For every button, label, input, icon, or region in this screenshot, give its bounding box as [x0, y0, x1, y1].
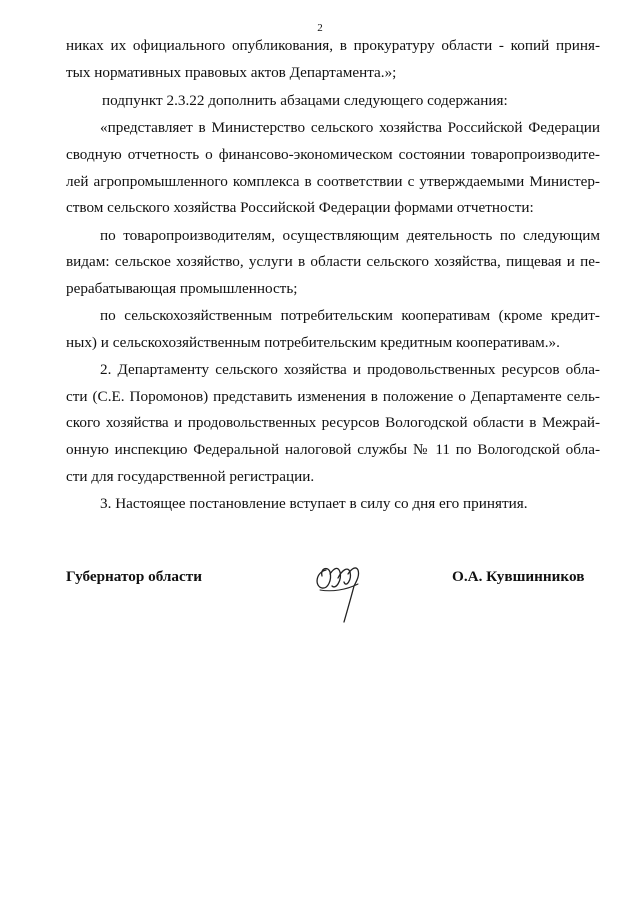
body-line: «представляет в Министерство сельского хозяйства Российской Федерации [100, 119, 600, 136]
body-line: лей агропромышленного комплекса в соответствии с утверждаемыми Министер- [66, 173, 600, 190]
body-line: по товаропроизводителям, осуществляющим деятельность по следующим [100, 227, 600, 244]
body-line: сти для государственной регистрации. [66, 468, 315, 485]
body-line: подпункт 2.3.22 дополнить абзацами следующего содержания: [102, 92, 508, 109]
body-line: ством сельского хозяйства Российской Федерации формами отчетности: [66, 199, 534, 216]
body-line: рерабатывающая промышленность; [66, 280, 298, 297]
signature-block [0, 560, 640, 630]
body-line: 2. Департаменту сельского хозяйства и продовольственных ресурсов обла- [100, 361, 600, 378]
signatory-title: Губернатор области [66, 568, 202, 585]
handwritten-signature [312, 560, 372, 626]
body-line: онную инспекцию Федеральной налоговой службы № 11 по Вологодской обла- [66, 441, 600, 458]
body-line: ского хозяйства и продовольственных ресурсов Вологодской области в Межрай- [66, 414, 600, 431]
body-line: ных) и сельскохозяйственным потребительским кредитным кооперативам.». [66, 334, 560, 351]
body-line: видам: сельское хозяйство, услуги в области сельского хозяйства, пищевая и пе- [66, 253, 600, 270]
body-line: 3. Настоящее постановление вступает в силу со дня его принятия. [100, 495, 528, 512]
body-line: тых нормативных правовых актов Департамента.»; [66, 64, 397, 81]
body-line: сти (С.Е. Поромонов) представить изменения в положение о Департаменте сель- [66, 388, 600, 405]
body-line: по сельскохозяйственным потребительским кооперативам (кроме кредит- [100, 307, 600, 324]
body-line: никах их официального опубликования, в прокуратуру области - копий приня- [66, 37, 600, 54]
signatory-name: О.А. Кувшинников [452, 568, 585, 585]
body-line: сводную отчетность о финансово-экономическом состоянии товаропроизводите- [66, 146, 600, 163]
page-number: 2 [317, 22, 323, 34]
